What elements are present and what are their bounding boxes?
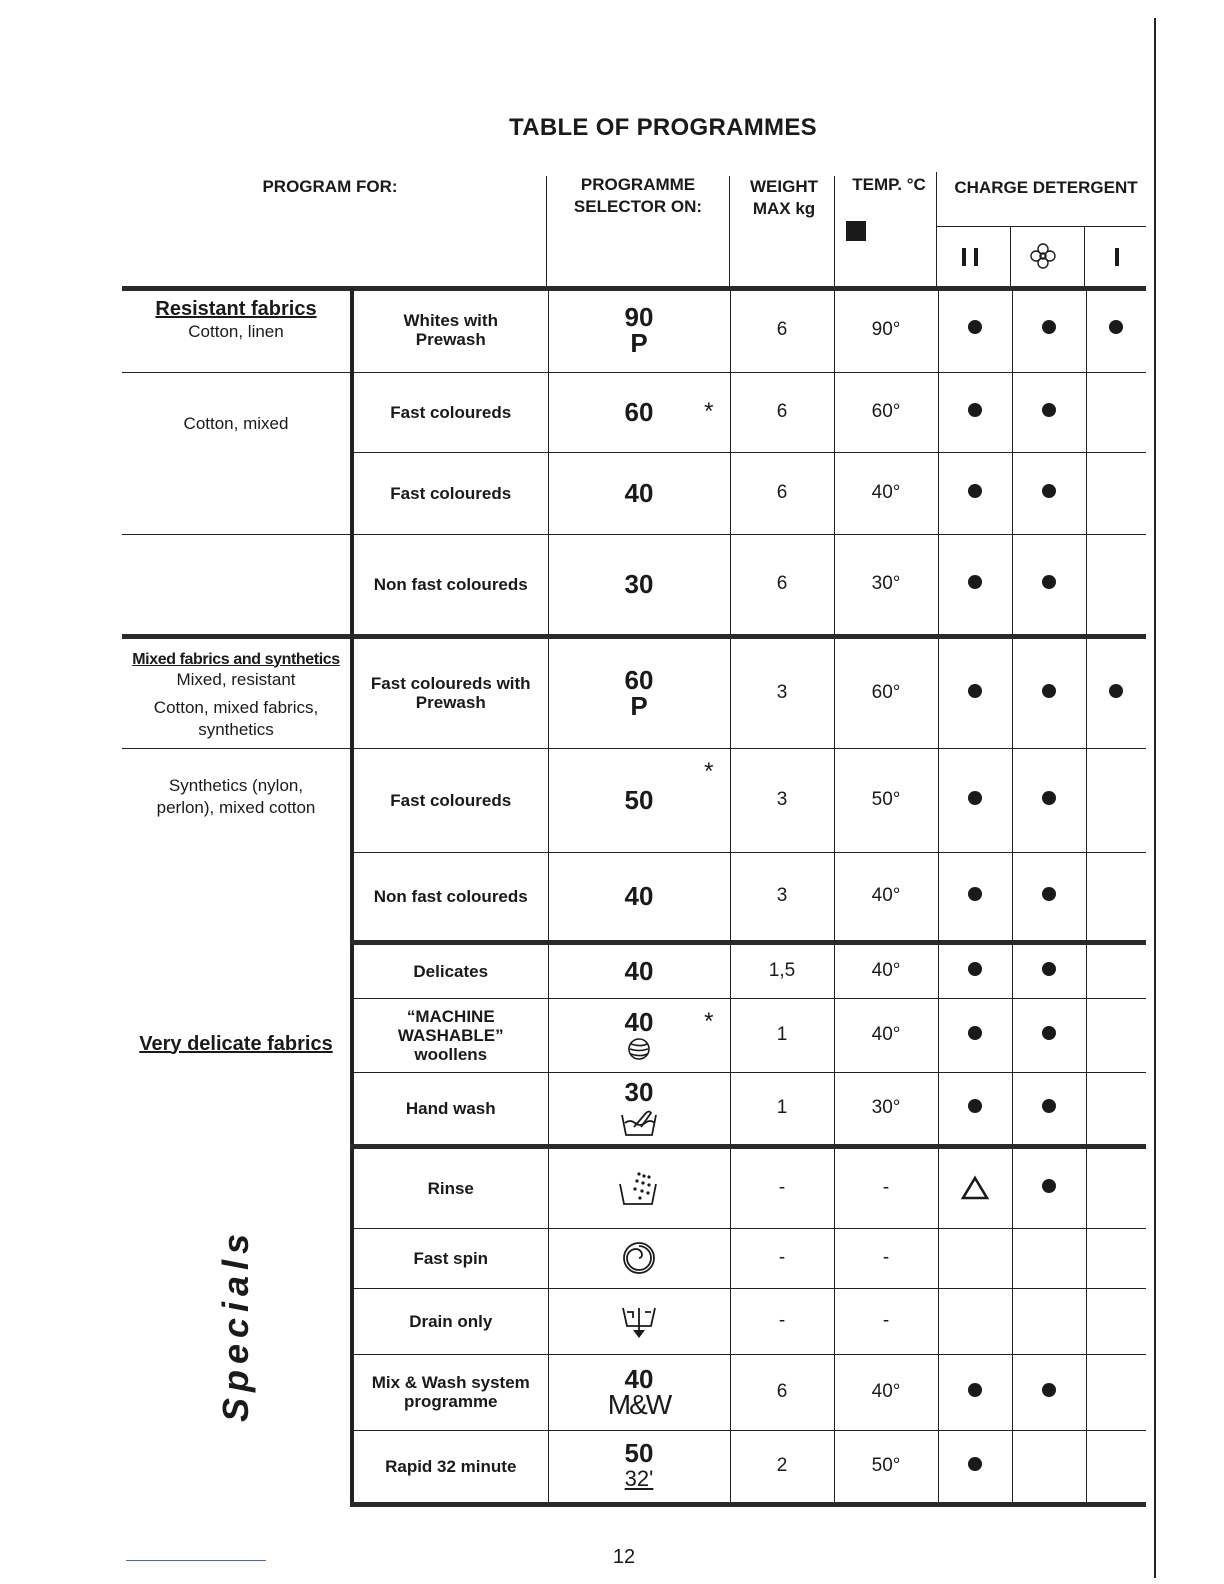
temperature: 60°: [834, 636, 938, 748]
temperature: 50°: [834, 1430, 938, 1504]
charge-dot-icon: [1109, 684, 1123, 698]
programme-name: Rapid 32 minute: [352, 1430, 548, 1504]
fabric-note: Cotton, linen: [188, 322, 284, 341]
charge-dot-icon: [968, 1457, 982, 1471]
charge-cell: [1012, 942, 1086, 998]
programme-name: Fast coloureds: [352, 372, 548, 452]
weight-max-kg: -: [730, 1228, 834, 1288]
fabric-note: Synthetics (nylon, perlon), mixed cotton: [156, 775, 316, 817]
programme-selector: [548, 1228, 730, 1288]
temperature: 40°: [834, 1354, 938, 1430]
fabric-note: Mixed, resistant: [176, 669, 296, 689]
temperature: 90°: [834, 288, 938, 372]
weight-max-kg: 2: [730, 1430, 834, 1504]
programme-selector: [548, 942, 730, 998]
charge-dot-icon: [968, 403, 982, 417]
charge-dot-icon: [1042, 887, 1056, 901]
charge-cell: [1012, 998, 1086, 1072]
temp-square-icon: [846, 221, 866, 241]
weight-max-kg: 3: [730, 636, 834, 748]
temperature: 50°: [834, 748, 938, 852]
charge-dot-icon: [1042, 1026, 1056, 1040]
header-divider: [834, 176, 835, 290]
header-divider: [729, 176, 730, 290]
selector-value: 60: [624, 665, 654, 695]
charge-dot-icon: [968, 962, 982, 976]
charge-dot-icon: [968, 887, 982, 901]
charge-dot-icon: [968, 320, 982, 334]
table-row: [122, 942, 1146, 998]
header-divider: [936, 226, 1146, 227]
programme-selector: [548, 748, 730, 852]
charge-cell: [938, 1288, 1012, 1354]
charge-cell: [938, 1072, 1012, 1146]
charge-dot-icon: [1042, 403, 1056, 417]
charge-cell: [1012, 288, 1086, 372]
programme-name: Drain only: [352, 1288, 548, 1354]
temperature: -: [834, 1146, 938, 1228]
charge-dot-icon: [968, 1099, 982, 1113]
charge-cell: [1086, 534, 1146, 636]
selector-sub: 32': [624, 1466, 654, 1491]
charge-cell: [938, 998, 1012, 1072]
charge-cell: [938, 942, 1012, 998]
programmes-table: [122, 288, 1146, 1507]
programme-selector: [548, 636, 730, 748]
programme-name: Non fast coloureds: [352, 852, 548, 942]
programme-name: Non fast coloureds: [352, 534, 548, 636]
charge-cell: [1012, 636, 1086, 748]
charge-cell: [1086, 372, 1146, 452]
header-programme-selector: PROGRAMME SELECTOR ON:: [573, 175, 703, 216]
selector-value: 50: [624, 785, 654, 815]
charge-cell: [938, 452, 1012, 534]
fabric-cell: [122, 1146, 352, 1504]
selector-value: 40: [624, 1364, 654, 1394]
programme-selector: [548, 288, 730, 372]
charge-cell: [938, 636, 1012, 748]
charge-cell: [938, 1430, 1012, 1504]
programme-name: Mix & Wash system programme: [352, 1354, 548, 1430]
table-row: [122, 1146, 1146, 1228]
table-row: [122, 372, 1146, 452]
charge-cell: [1012, 372, 1086, 452]
charge-cell: [938, 748, 1012, 852]
selector-value: 40: [624, 881, 654, 911]
charge-cell: [938, 372, 1012, 452]
rinse-icon: [549, 1168, 730, 1208]
fabric-title: Resistant fabrics: [155, 298, 317, 320]
selector-value: 50: [624, 1438, 654, 1468]
weight-max-kg: 6: [730, 288, 834, 372]
charge-cell: [1086, 748, 1146, 852]
charge-cell: [938, 1228, 1012, 1288]
temperature: -: [834, 1228, 938, 1288]
page-title: TABLE OF PROGRAMMES: [509, 114, 817, 141]
table-row: [122, 636, 1146, 748]
drain-icon: [549, 1302, 730, 1340]
charge-cell: [1012, 748, 1086, 852]
charge-dot-icon: [1042, 962, 1056, 976]
charge-cell: [1086, 852, 1146, 942]
programme-selector: [548, 1146, 730, 1228]
temperature: 40°: [834, 452, 938, 534]
weight-max-kg: 1: [730, 998, 834, 1072]
fabric-note: Cotton, mixed: [183, 413, 289, 433]
programme-name: Whites with Prewash: [352, 288, 548, 372]
charge-cell: [1086, 1288, 1146, 1354]
weight-max-kg: 6: [730, 372, 834, 452]
programme-name: “MACHINE WASHABLE” woollens: [352, 998, 548, 1072]
programme-name: Fast coloureds: [352, 748, 548, 852]
charge-dot-icon: [1042, 575, 1056, 589]
temperature: 30°: [834, 534, 938, 636]
charge-cell: [1012, 1354, 1086, 1430]
fabric-cell: [122, 748, 352, 942]
selector-value: 40: [624, 478, 654, 508]
charge-cell: [1086, 1354, 1146, 1430]
charge-dot-icon: [1042, 684, 1056, 698]
selector-value: 30: [624, 1077, 654, 1107]
selector-value: 60: [624, 397, 654, 427]
weight-max-kg: 1,5: [730, 942, 834, 998]
softener-flower-icon: [1029, 242, 1057, 275]
selector-sub: P: [630, 691, 648, 721]
charge-cell: [1012, 1072, 1086, 1146]
fabric-cell: [122, 636, 352, 748]
charge-cell: [1086, 636, 1146, 748]
header-weight: WEIGHT MAX kg: [750, 177, 818, 218]
weight-max-kg: 3: [730, 748, 834, 852]
temperature: -: [834, 1288, 938, 1354]
header-temp: TEMP. °C: [852, 175, 926, 194]
charge-cell: [1086, 942, 1146, 998]
page-number: 12: [612, 1546, 636, 1568]
programme-name: Rinse: [352, 1146, 548, 1228]
weight-max-kg: -: [730, 1288, 834, 1354]
charge-dot-icon: [968, 1383, 982, 1397]
charge-cell: [1012, 1146, 1086, 1228]
charge-dot-icon: [1042, 1179, 1056, 1193]
charge-dot-icon: [968, 684, 982, 698]
asterisk-note: *: [704, 1007, 714, 1035]
fabric-title: Mixed fabrics and synthetics: [132, 650, 340, 668]
fabric-title-specials: Specials: [215, 1227, 256, 1423]
asterisk-note: *: [704, 397, 714, 425]
spin-icon: [549, 1240, 730, 1276]
weight-max-kg: 1: [730, 1072, 834, 1146]
charge-cell: [1012, 1228, 1086, 1288]
temperature: 60°: [834, 372, 938, 452]
programme-selector: [548, 534, 730, 636]
programme-name: Delicates: [352, 942, 548, 998]
programme-selector: [548, 452, 730, 534]
selector-sub: P: [630, 327, 648, 358]
fabric-cell: [122, 534, 352, 636]
charge-cell: [938, 852, 1012, 942]
main-wash-compartment-icon: [1115, 248, 1119, 266]
selector-value: 40: [624, 1007, 654, 1037]
header-divider: [546, 176, 547, 290]
weight-max-kg: 6: [730, 534, 834, 636]
triangle-icon: [939, 1175, 1012, 1201]
programme-name: Fast coloureds with Prewash: [352, 636, 548, 748]
asterisk-note: *: [704, 757, 714, 785]
charge-cell: [938, 288, 1012, 372]
selector-value: 30: [624, 569, 654, 599]
fabric-cell: [122, 288, 352, 372]
programme-name: Fast coloureds: [352, 452, 548, 534]
temperature: 40°: [834, 942, 938, 998]
weight-max-kg: 3: [730, 852, 834, 942]
charge-dot-icon: [1042, 1383, 1056, 1397]
table-row: [122, 534, 1146, 636]
charge-cell: [1086, 1146, 1146, 1228]
charge-dot-icon: [968, 1026, 982, 1040]
programme-selector: [548, 1354, 730, 1430]
programme-name: Fast spin: [352, 1228, 548, 1288]
charge-cell: [938, 534, 1012, 636]
footer-link-line: [126, 1560, 266, 1561]
charge-cell: [1086, 452, 1146, 534]
weight-max-kg: -: [730, 1146, 834, 1228]
charge-cell: [1012, 452, 1086, 534]
charge-dot-icon: [968, 575, 982, 589]
charge-cell: [1012, 1288, 1086, 1354]
programme-selector: [548, 1430, 730, 1504]
header-program-for: PROGRAM FOR:: [262, 177, 398, 196]
charge-cell: [1012, 852, 1086, 942]
programme-selector: [548, 1072, 730, 1146]
fabric-cell: [122, 942, 352, 1146]
fabric-note: Cotton, mixed fabrics, synthetics: [153, 697, 319, 739]
charge-dot-icon: [968, 484, 982, 498]
selector-value: 40: [624, 956, 654, 986]
temperature: 40°: [834, 852, 938, 942]
temperature: 30°: [834, 1072, 938, 1146]
page-edge-rule: [1154, 18, 1156, 1578]
fabric-cell: [122, 372, 352, 534]
programme-selector: [548, 372, 730, 452]
header-divider: [936, 172, 937, 290]
charge-dot-icon: [1109, 320, 1123, 334]
programme-selector: [548, 852, 730, 942]
header-divider: [1084, 226, 1085, 290]
table-row: [122, 288, 1146, 372]
wool-icon: [549, 1035, 730, 1061]
charge-dot-icon: [1042, 1099, 1056, 1113]
charge-dot-icon: [1042, 484, 1056, 498]
temperature: 40°: [834, 998, 938, 1072]
charge-cell: [1086, 998, 1146, 1072]
charge-cell: [938, 1146, 1012, 1228]
programme-selector: [548, 998, 730, 1072]
charge-dot-icon: [968, 791, 982, 805]
weight-max-kg: 6: [730, 1354, 834, 1430]
selector-value: 90: [624, 301, 654, 332]
fabric-title: Very delicate fabrics: [139, 1032, 333, 1055]
charge-cell: [1086, 1072, 1146, 1146]
hand-wash-icon: [549, 1105, 730, 1137]
charge-cell: [1086, 1430, 1146, 1504]
selector-sub: M&W: [607, 1389, 671, 1420]
programme-name: Hand wash: [352, 1072, 548, 1146]
charge-cell: [938, 1354, 1012, 1430]
header-charge-detergent: CHARGE DETERGENT: [954, 178, 1138, 197]
charge-dot-icon: [1042, 320, 1056, 334]
table-row: [122, 748, 1146, 852]
charge-cell: [1086, 1228, 1146, 1288]
programme-selector: [548, 1288, 730, 1354]
header-divider: [1010, 226, 1011, 290]
weight-max-kg: 6: [730, 452, 834, 534]
charge-cell: [1012, 534, 1086, 636]
charge-dot-icon: [1042, 791, 1056, 805]
charge-cell: [1086, 288, 1146, 372]
charge-cell: [1012, 1430, 1086, 1504]
